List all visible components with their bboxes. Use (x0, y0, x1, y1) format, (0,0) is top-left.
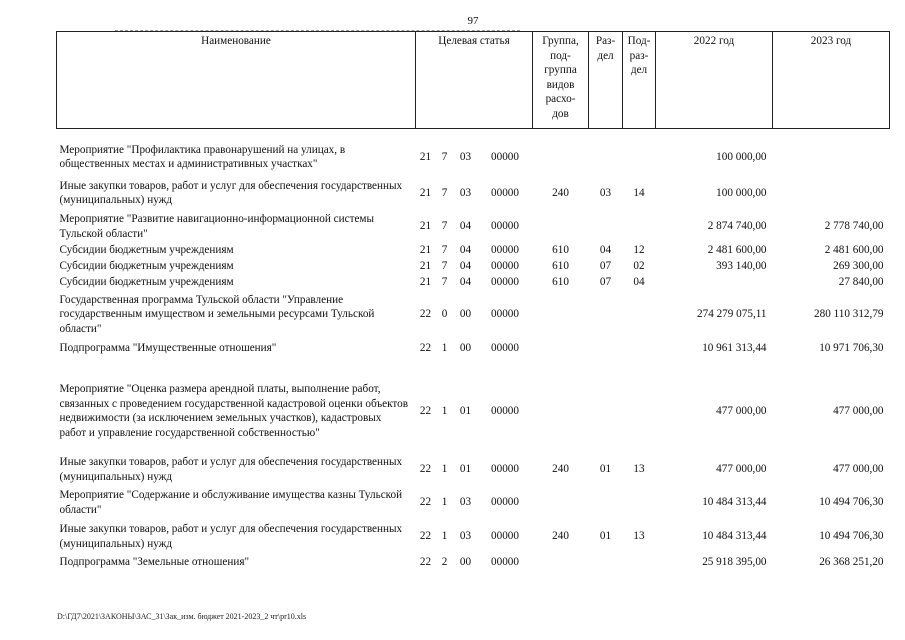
target-code-1: 21 (419, 186, 432, 199)
group-code: 240 (552, 530, 569, 543)
target-code-1: 22 (419, 404, 432, 417)
row-name: Мероприятие "Содержание и обслуживание имущества казны Тульской области" (59, 489, 403, 516)
amount-2023: 26 368 251,20 (819, 556, 884, 569)
amount-2023: 10 494 706,30 (819, 496, 884, 509)
group-code (533, 339, 589, 359)
amount-2022: 100 000,00 (716, 186, 767, 199)
amount-2022: 10 961 313,44 (702, 342, 767, 355)
target-code-2: 1 (441, 404, 448, 417)
row-name: Мероприятие "Профилактика правонарушений на улицах, в общественных местах и административных участках" (59, 143, 346, 171)
target-code-3: 00 (459, 308, 472, 321)
section-code (589, 129, 623, 176)
section-code: 07 (599, 276, 612, 289)
table-row (57, 339, 890, 359)
table-row (57, 359, 890, 454)
target-code-2: 1 (441, 342, 448, 355)
target-code-3: 04 (459, 260, 472, 273)
group-code (533, 291, 589, 339)
subsection-code (623, 291, 656, 339)
amount-2023: 477 000,00 (833, 404, 884, 417)
row-name: Подпрограмма "Земельные отношения" (59, 556, 250, 569)
target-code-3: 00 (459, 342, 472, 355)
target-code-1: 21 (419, 220, 432, 233)
table-row (57, 176, 890, 211)
target-code-4: 00000 (491, 220, 519, 233)
amount-2023: 27 840,00 (838, 276, 884, 289)
target-code-3: 00 (459, 556, 472, 569)
footer-file-path: D:\ГД7\2021\ЗАКОНЫ\ЗАС_31\Зак_изм. бюджет 2021-2023_2 чт\pr10.xls (57, 612, 307, 621)
amount-2022: 100 000,00 (716, 151, 767, 163)
group-code: 240 (552, 186, 569, 199)
section-code (589, 486, 623, 520)
amount-2023: 280 110 312,79 (814, 308, 884, 321)
group-code (533, 211, 589, 243)
target-code-4: 00000 (491, 496, 519, 509)
section-code: 03 (599, 186, 612, 199)
target-code-1: 22 (419, 463, 432, 476)
amount-2022: 10 484 313,44 (702, 530, 767, 543)
amount-2022: 10 484 313,44 (702, 496, 767, 509)
group-code (533, 359, 589, 454)
target-code-1: 22 (419, 342, 432, 355)
target-code-2: 1 (441, 496, 448, 509)
amount-2022: 2 874 740,00 (707, 220, 767, 233)
target-code-2: 7 (441, 276, 448, 289)
target-code-4: 00000 (491, 151, 519, 163)
amount-2022 (656, 275, 773, 291)
row-name: Государственная программа Тульской области "Управление государственным имуществом и земельными ресурсами Тульской области" (59, 293, 375, 335)
target-code-3: 03 (459, 186, 472, 199)
target-code-4: 00000 (491, 556, 519, 569)
amount-2022: 25 918 395,00 (702, 556, 767, 569)
target-code-4: 00000 (491, 463, 519, 476)
amount-2023: 10 494 706,30 (819, 530, 884, 543)
subsection-code: 02 (633, 260, 645, 273)
subsection-code: 13 (633, 530, 645, 543)
amount-2022: 274 279 075,11 (697, 308, 767, 321)
target-code-3: 03 (459, 151, 472, 163)
target-code-2: 1 (441, 530, 448, 543)
table-row (57, 243, 890, 259)
subsection-code (623, 129, 656, 176)
target-code-3: 01 (459, 463, 472, 476)
subsection-code (623, 359, 656, 454)
subsection-code: 14 (633, 186, 645, 199)
table-row (57, 291, 890, 339)
target-code-3: 01 (459, 404, 472, 417)
group-code (533, 129, 589, 176)
target-code-4: 00000 (491, 308, 519, 321)
table-row (57, 520, 890, 554)
page-number: 97 (467, 15, 479, 27)
subsection-code (623, 554, 656, 572)
target-code-3: 04 (459, 244, 472, 257)
table-header-row (57, 32, 890, 129)
group-code: 610 (552, 276, 569, 289)
table-row (57, 275, 890, 291)
row-name: Иные закупки товаров, работ и услуг для обеспечения государственных (муниципальных) нужд (59, 456, 403, 483)
table-row (57, 486, 890, 520)
target-code-4: 00000 (491, 276, 519, 289)
group-code (533, 554, 589, 572)
section-code (589, 211, 623, 243)
row-name: Мероприятие "Развитие навигационно-информационной системы Тульской области" (59, 213, 375, 240)
target-code-3: 04 (459, 220, 472, 233)
amount-2023: 269 300,00 (833, 260, 884, 273)
section-code (589, 359, 623, 454)
amount-2022: 393 140,00 (716, 260, 767, 273)
table-row (57, 454, 890, 486)
subsection-code: 04 (633, 276, 645, 289)
table-row (57, 211, 890, 243)
amount-2022: 477 000,00 (716, 463, 767, 476)
target-code-2: 7 (441, 186, 448, 199)
target-code-2: 0 (441, 308, 448, 321)
amount-2023 (773, 129, 890, 176)
group-code: 610 (552, 244, 569, 257)
row-name: Мероприятие "Оценка размера арендной платы, выполнение работ, связанных с проведением государственной кадастровой оценки объектов недвижимости (за исключением земельных участков), кадастровых работ и управление государственной собственностью" (59, 383, 409, 439)
target-code-1: 21 (419, 260, 432, 273)
target-code-1: 21 (419, 276, 432, 289)
budget-table (56, 31, 890, 572)
row-name: Субсидии бюджетным учреждениям (59, 276, 234, 289)
section-code: 04 (599, 244, 612, 257)
target-code-3: 03 (459, 530, 472, 543)
target-code-2: 7 (441, 220, 448, 233)
row-name: Субсидии бюджетным учреждениям (59, 260, 234, 273)
target-code-2: 7 (441, 151, 448, 163)
header-section: Раз- дел (589, 32, 623, 129)
section-code: 01 (599, 463, 612, 476)
target-code-1: 22 (419, 556, 432, 569)
subsection-code (623, 339, 656, 359)
target-code-1: 22 (419, 308, 432, 321)
group-code: 610 (552, 260, 569, 273)
section-code: 01 (599, 530, 612, 543)
target-code-3: 04 (459, 276, 472, 289)
amount-2022: 2 481 600,00 (707, 244, 767, 257)
target-code-2: 7 (441, 244, 448, 257)
subsection-code (623, 211, 656, 243)
header-subsection: Под- раз- дел (623, 32, 656, 129)
subsection-code: 13 (633, 463, 645, 476)
target-code-4: 00000 (491, 260, 519, 273)
section-code (589, 339, 623, 359)
table-row (57, 554, 890, 572)
target-code-2: 7 (441, 260, 448, 273)
section-code: 07 (599, 260, 612, 273)
group-code (533, 486, 589, 520)
header-year-2022: 2022 год (656, 32, 773, 129)
amount-2022: 477 000,00 (716, 404, 767, 417)
header-target: Целевая статья (416, 32, 533, 129)
amount-2023 (773, 176, 890, 211)
target-code-1: 22 (419, 496, 432, 509)
target-code-2: 1 (441, 463, 448, 476)
row-name: Подпрограмма "Имущественные отношения" (59, 342, 277, 355)
table-row (57, 259, 890, 275)
subsection-code (623, 486, 656, 520)
target-code-2: 2 (441, 556, 448, 569)
section-code (589, 554, 623, 572)
target-code-4: 00000 (491, 530, 519, 543)
group-code: 240 (552, 463, 569, 476)
target-code-4: 00000 (491, 404, 519, 417)
section-code (589, 291, 623, 339)
target-code-1: 21 (419, 151, 432, 163)
row-name: Иные закупки товаров, работ и услуг для обеспечения государственных (муниципальных) нужд (59, 523, 403, 550)
row-name: Субсидии бюджетным учреждениям (59, 244, 234, 257)
subsection-code: 12 (633, 244, 645, 257)
amount-2023: 477 000,00 (833, 463, 884, 476)
row-name: Иные закупки товаров, работ и услуг для обеспечения государственных (муниципальных) нужд (59, 179, 403, 206)
target-code-1: 21 (419, 244, 432, 257)
table-row (57, 129, 890, 176)
target-code-4: 00000 (491, 186, 519, 199)
target-code-4: 00000 (491, 342, 519, 355)
amount-2023: 10 971 706,30 (819, 342, 884, 355)
header-name: Наименование (57, 32, 416, 129)
amount-2023: 2 481 600,00 (824, 244, 884, 257)
amount-2023: 2 778 740,00 (824, 220, 884, 233)
header-group: Группа, под- группа видов расхо- дов (533, 32, 589, 129)
target-code-4: 00000 (491, 244, 519, 257)
header-year-2023: 2023 год (773, 32, 890, 129)
target-code-3: 03 (459, 496, 472, 509)
target-code-1: 22 (419, 530, 432, 543)
